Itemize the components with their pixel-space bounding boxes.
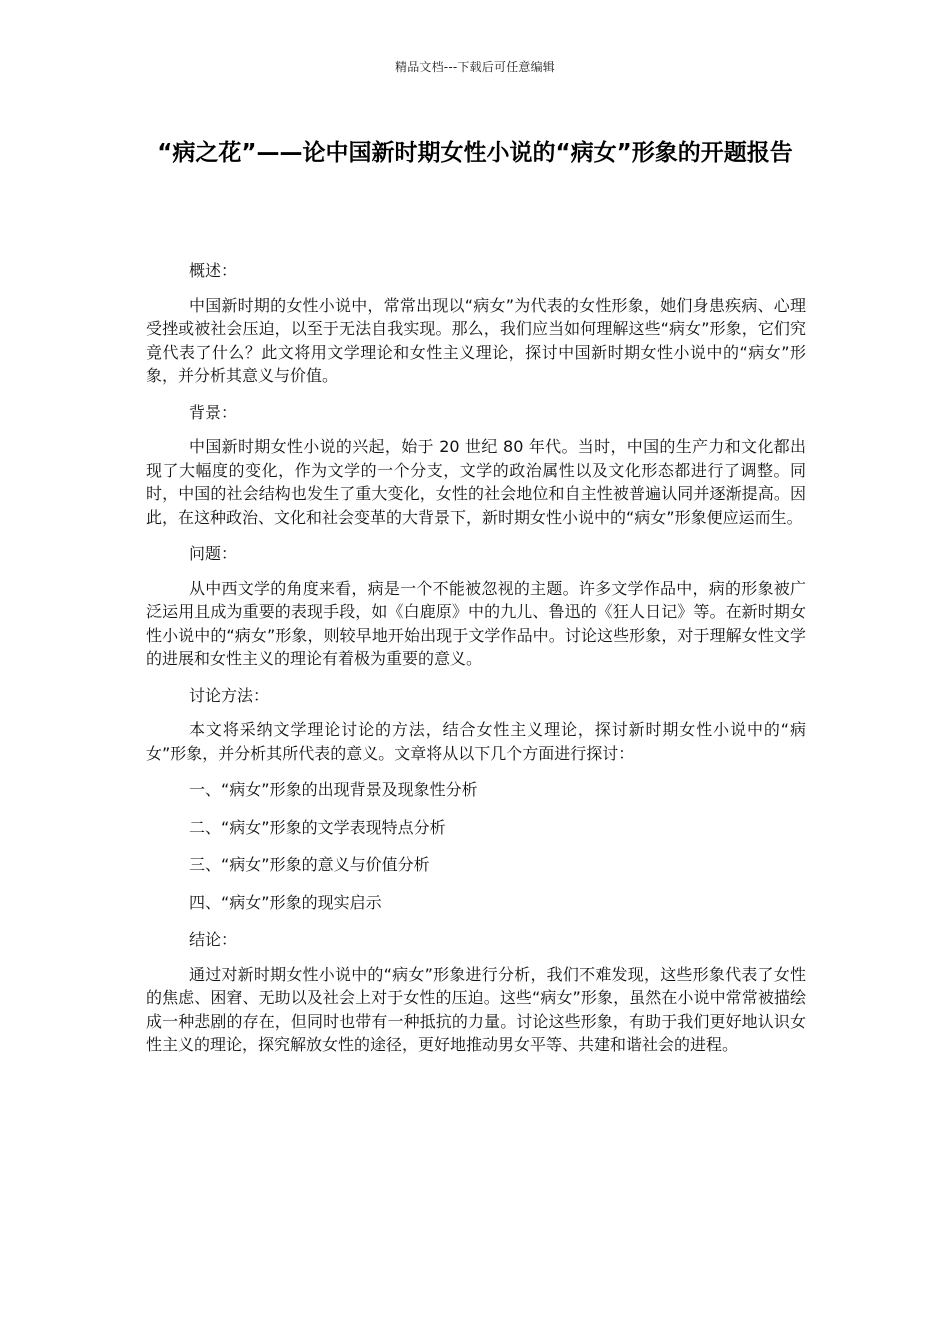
problem-heading: 问题： — [189, 544, 238, 563]
problem-paragraph: 从中西文学的角度来看，病是一个不能被忽视的主题。许多文学作品中，病的形象被广泛运用且成为重要的表现手段，如《白鹿原》中的九儿、鲁迅的《狂人日记》等。在新时期女性小说中的“病女”形象，则较早地开始出现于文学作品中。讨论这些形象，对于理解女性文学的进展和女性主义的理论有着极为重要的意义。 — [146, 578, 806, 668]
method-list-item: 二、“病女”形象的文学表现特点分析 — [189, 817, 446, 837]
background-heading: 背景： — [189, 402, 238, 422]
conclusion-paragraph: 通过对新时期女性小说中的“病女”形象进行分析，我们不难发现，这些形象代表了女性的焦虑、困窘、无助以及社会上对于女性的压迫。这些“病女”形象，虽然在小说中常常被描绘成一种悲剧的存在，但同时也带有一种抵抗的力量。讨论这些形象，有助于我们更好地认识女性主义的理论，探究解放女性的途径，更好地推动男女平等、共建和谐社会的进程。 — [146, 964, 806, 1054]
conclusion-heading: 结论： — [189, 930, 238, 949]
document-title: “病之花”——论中国新时期女性小说的“病女”形象的开题报告 — [157, 140, 793, 166]
overview-paragraph: 中国新时期的女性小说中，常常出现以“病女”为代表的女性形象，她们身患疾病、心理受挫或被社会压迫，以至于无法自我实现。那么，我们应当如何理解这些“病女”形象，它们究竟代表了什么？此文将用文学理论和女性主义理论，探讨中国新时期女性小说中的“病女”形象，并分析其意义与价值。 — [146, 295, 806, 385]
method-heading: 讨论方法： — [189, 685, 270, 705]
overview-heading: 概述： — [189, 261, 238, 280]
header-note: 精品文档---下载后可任意编辑 — [395, 60, 555, 74]
method-list-item: 一、“病女”形象的出现背景及现象性分析 — [189, 780, 478, 799]
method-list-item: 四、“病女”形象的现实启示 — [189, 892, 382, 912]
document-body — [146, 256, 806, 1070]
background-paragraph: 中国新时期女性小说的兴起，始于 20 世纪 80 年代。当时，中国的生产力和文化都出现了大幅度的变化，作为文学的一个分支，文学的政治属性以及文化形态都进行了调整。同时，中国的社会结构也发生了重大变化，女性的社会地位和自主性被普遍认同并逐渐提高。因此，在这种政治、文化和社会变革的大背景下，新时期女性小说中的“病女”形象便应运而生。 — [146, 437, 806, 527]
method-paragraph: 本文将采纳文学理论讨论的方法，结合女性主义理论，探讨新时期女性小说中的“病女”形象，并分析其所代表的意义。文章将从以下几个方面进行探讨： — [146, 720, 806, 763]
method-list-item: 三、“病女”形象的意义与价值分析 — [189, 855, 430, 874]
